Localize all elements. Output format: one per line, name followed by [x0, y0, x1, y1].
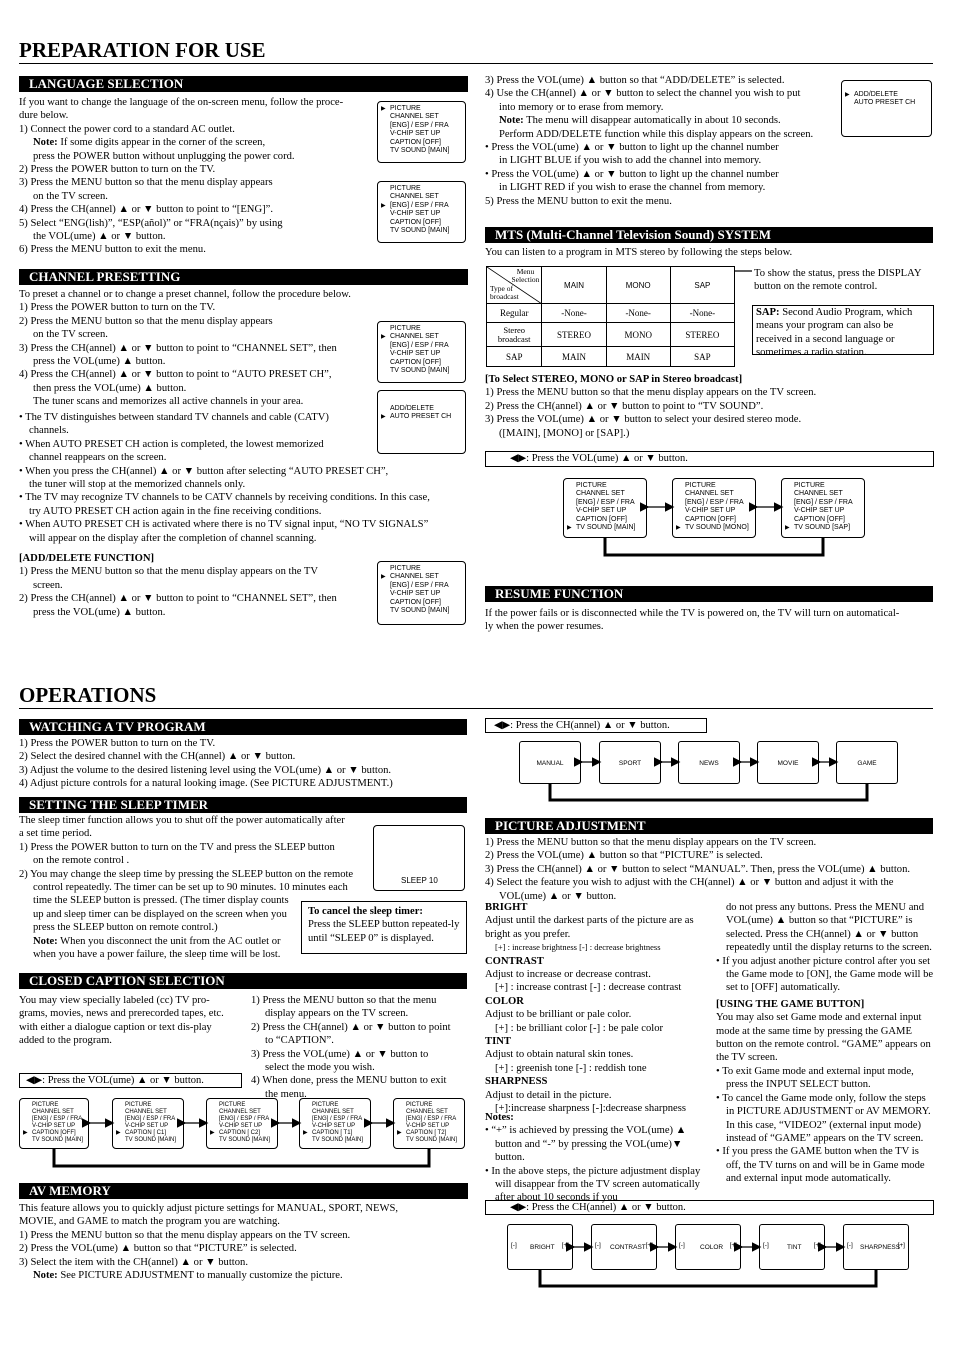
- picture-item-color: [-] COLOR [+]: [675, 1224, 741, 1270]
- menu-screen-cc-c1: PICTURE CHANNEL SET [ENG] / ESP / FRA V-CHIP SET UP ▶ CAPTION [ C1] TV SOUND [MAIN]: [112, 1098, 184, 1149]
- av-mode-news: NEWS: [678, 741, 740, 784]
- mts-select-text: [To Select STEREO, MONO or SAP in Stereo broadcast] 1) Press the MENU button so that the menu display appears on the TV screen. 2) Press the CH(annel) ▲ or ▼ button to point to “TV SOUND”. 3) Press the VOL(ume) ▲ or ▼ button to select your desired stereo mode. ([MAIN], [MONO] or [SAP].): [485, 374, 817, 439]
- mts-corner-cell: Menu Selection Type of broadcast: [487, 267, 542, 304]
- menu-screen-channel-3: PICTURE ▶ CHANNEL SET [ENG] / ESP / FRA V-CHIP SET UP CAPTION [OFF] TV SOUND [MAIN]: [377, 561, 466, 625]
- menu-screen-mts-mono: PICTURE CHANNEL SET [ENG] / ESP / FRA V-CHIP SET UP CAPTION [OFF] ▶ TV SOUND [MONO]: [672, 478, 756, 538]
- mts-status-note: To show the status, press the DISPLAY button on the remote control.: [754, 268, 922, 293]
- picture-notes-cont: do not press any buttons. Press the MENU and VOL(ume) ▲ button so that “PICTURE” is selected. Press the CH(annel) ▲ or ▼ button repeatedly until the display returns to the screen. • If you adjust another picture control after you set the Game mode to [ON], the Game mode will be set to [OFF] automatically. [USING THE GAME BUTTON] You may also set Game mode and external input mode at the same time by pressing the GAME button on the remote control. “GAME” appears on the TV screen. • To exit Game mode and external input mode, press the INPUT SELECT button. • To cancel the Game mode only, follow the steps in PICTURE ADJUSTMENT or AV MEMORY. In this case, “VIDEO2” (external input mode) instead of “GAME” appears on the TV screen. • If you press the GAME button when the TV is off, the TV turns on and will be in Game mode and external input mode automatically.: [716, 902, 934, 1185]
- language-text: If you want to change the language of the on-screen menu, follow the proce- dure below. 1) Connect the power cord to a standard AC outlet. Note: If some digits appear in the corner of the screen, press the POWER button without unplugging the power cord. 2) Press the POWER button to turn on the TV. 3) Press the MENU button so that the menu display appears on the TV screen. 4) Press the CH(annel) ▲ or ▼ button to point to “[ENG]”. 5) Select “ENG(lish)”, “ESP(añol)” or “FRA(nçais)” by using the VOL(ume) ▲ or ▼ button. 6) Press the MENU button to exit the menu.: [19, 97, 344, 256]
- menu-screen-cc-t1: PICTURE CHANNEL SET [ENG] / ESP / FRA V-CHIP SET UP ▶ CAPTION [ T1] TV SOUND [MAIN]: [299, 1098, 371, 1149]
- mts-intro: You can listen to a program in MTS stereo by following the steps below.: [485, 247, 793, 258]
- cc-nav-hint: ◀▶: Press the VOL(ume) ▲ or ▼ button.: [19, 1073, 242, 1088]
- picture-steps: 1) Press the MENU button so that the menu display appears on the TV screen. 2) Press the VOL(ume) ▲ button so that “PICTURE” is selected. 3) Press the CH(annel) ▲ or ▼ button to select “MANUAL”. Then, press the VOL(ume) ▲ button. 4) Select the feature you wish to adjust with the CH(annel) ▲ or ▼ button and adjust it with the VOL(ume) ▲ or ▼ button.: [485, 837, 911, 902]
- section-header-watching: WATCHING A TV PROGRAM: [19, 719, 467, 735]
- section-header-av: AV MEMORY: [19, 1183, 468, 1199]
- sleep-text: The sleep timer function allows you to shut off the power automatically after a set time period. 1) Press the POWER button to turn on the TV and press the SLEEP button on the remote control . 2) You may change the sleep time by pressing the SLEEP button on the remote control repeatedly. The timer can be set up to 90 minutes. 10 minutes each time the SLEEP button is pressed. (The timer display counts up and sleep timer can be displayed on the screen when you press the SLEEP button on remote control.) Note: When you disconnect the unit from the AC outlet or when you have a power failure, the sleep time will be lost.: [19, 815, 354, 961]
- add-delete-text-cont: 3) Press the VOL(ume) ▲ button so that “ADD/DELETE” is selected. 4) Use the CH(annel) ▲ or ▼ button to select the channel you wish to put into memory or to erase from memory. Note: The menu will disappear automatically in about 10 seconds. Perform ADD/DELETE function while this display appears on the screen. • Press the VOL(ume) ▲ or ▼ button to light up the channel number in LIGHT BLUE if you wish to add the channel into memory. • Press the VOL(ume) ▲ or ▼ button to light up the channel number in LIGHT RED if you wish to erase the channel from memory. 5) Press the MENU button to exit the menu.: [485, 75, 814, 207]
- section-header-mts: MTS (Multi-Channel Television Sound) SYSTEM: [485, 227, 933, 243]
- page-title: PREPARATION FOR USE: [19, 38, 266, 62]
- mts-nav-hint: ◀▶: Press the VOL(ume) ▲ or ▼ button.: [485, 451, 934, 467]
- section-header-language: LANGUAGE SELECTION: [19, 76, 468, 92]
- picture-nav-hint: ◀▶: Press the CH(annel) ▲ or ▼ button.: [485, 1200, 934, 1215]
- menu-screen-mts-sap: PICTURE CHANNEL SET [ENG] / ESP / FRA V-CHIP SET UP CAPTION [OFF] ▶ TV SOUND [SAP]: [781, 478, 865, 538]
- add-delete-text: [ADD/DELETE FUNCTION] 1) Press the MENU button so that the menu display appears on the TV screen. 2) Press the CH(annel) ▲ or ▼ button to point to “CHANNEL SET”, then press the VOL(ume) ▲ button.: [19, 553, 337, 618]
- resume-text: If the power fails or is disconnected while the TV is powered on, the TV will turn on automatical- ly when the power resumes.: [485, 608, 900, 633]
- menu-screen-sleep: SLEEP 10: [373, 825, 465, 891]
- menu-screen-mts-main: PICTURE CHANNEL SET [ENG] / ESP / FRA V-CHIP SET UP CAPTION [OFF] ▶ TV SOUND [MAIN]: [563, 478, 647, 538]
- av-text: This feature allows you to quickly adjust picture settings for MANUAL, SPORT, NEWS, MOVIE, and GAME to match the program you are watching. 1) Press the MENU button so that the menu display appears on the TV screen. 2) Press the VOL(ume) ▲ button so that “PICTURE” is selected. 3) Select the item with the CH(annel) ▲ or ▼ button. Note: See PICTURE ADJUSTMENT to manually customize the picture.: [19, 1203, 399, 1282]
- mts-table: Menu Selection Type of broadcast MAIN MONO SAP Regular -None- -None- -None- Stereo broadcast STEREO MONO STEREO SAP MAIN MAIN SAP: [486, 266, 735, 367]
- watching-text: 1) Press the POWER button to turn on the TV. 2) Select the desired channel with the CH(annel) ▲ or ▼ button. 3) Adjust the volume to the desired listening level using the VOL(ume) ▲ or ▼ button. 4) Adjust picture controls for a natural looking image. (See PICTURE ADJUSTMENT.): [19, 738, 393, 790]
- sleep-cancel-box: To cancel the sleep timer: Press the SLEEP button repeated-ly until “SLEEP 0” is displayed.: [301, 901, 467, 954]
- av-mode-movie: MOVIE: [757, 741, 819, 784]
- channel-text-bullets: • The TV distinguishes between standard TV channels and cable (CATV) channels. • When AUTO PRESET CH action is completed, the lowest memorized channel reappears on the screen. • When you press the CH(annel) ▲ or ▼ button after selecting “AUTO PRESET CH”, the tuner will stop at the memorized channels only. • The TV may recognize TV channels to be CATV channels by receiving conditions. In this case, try AUTO PRESET CH action again in the fine receiving conditions. • When AUTO PRESET CH is activated where there is no TV signal input, “NO TV SIGNALS” will appear on the display after the completion of channel scanning.: [19, 412, 430, 544]
- menu-screen-channel-2: ADD/DELETE ▶ AUTO PRESET CH: [377, 390, 466, 454]
- menu-screen-cc-c2: PICTURE CHANNEL SET [ENG] / ESP / FRA V-CHIP SET UP ▶ CAPTION [ C2] TV SOUND [MAIN]: [206, 1098, 278, 1149]
- section-header-resume: RESUME FUNCTION: [485, 586, 933, 602]
- mts-sap-note: SAP: Second Audio Program, which means your program can also be received in a second language or sometimes a radio station.: [752, 305, 934, 355]
- cc-steps: 1) Press the MENU button so that the menu display appears on the TV screen. 2) Press the CH(annel) ▲ or ▼ button to point to “CAPTION”. 3) Press the VOL(ume) ▲ or ▼ button to select the mode you wish. 4) When done, press the MENU button to exit the menu.: [251, 995, 451, 1100]
- av-nav-hint: ◀▶: Press the CH(annel) ▲ or ▼ button.: [485, 718, 707, 733]
- av-mode-game: GAME: [836, 741, 898, 784]
- operations-title: OPERATIONS: [19, 683, 157, 707]
- menu-screen-add-delete: ▶ ADD/DELETE AUTO PRESET CH: [841, 80, 932, 137]
- av-mode-sport: SPORT: [599, 741, 661, 784]
- channel-text-steps: To preset a channel or to change a preset channel, follow the procedure below. 1) Press the POWER button to turn on the TV. 2) Press the MENU button so that the menu display appears on the TV screen. 3) Press the CH(annel) ▲ or ▼ button to point to “CHANNEL SET”, then press the VOL(ume) ▲ button. 4) Press the CH(annel) ▲ or ▼ button to point to “AUTO PRESET CH”, then press the VOL(ume) ▲ button. The tuner scans and memorizes all active channels in your area.: [19, 289, 351, 408]
- menu-screen-language-1: ▶ PICTURE CHANNEL SET [ENG] / ESP / FRA V-CHIP SET UP CAPTION [OFF] TV SOUND [MAIN]: [377, 101, 466, 163]
- section-header-picture: PICTURE ADJUSTMENT: [485, 818, 933, 834]
- picture-item-bright: [-] BRIGHT [+]: [507, 1224, 573, 1270]
- cc-intro: You may view specially labeled (cc) TV pro-grams, movies, news and prerecorded tapes, etc. with either a dialogue caption or text dis-play added to the program.: [19, 995, 224, 1047]
- picture-item-tint: [-] TINT [+]: [759, 1224, 825, 1270]
- section-header-channel: CHANNEL PRESETTING: [19, 269, 468, 285]
- picture-features: BRIGHT Adjust until the darkest parts of the picture are as bright as you prefer. [+] : increase brightness [-] : decrease brightness CONTRAST Adjust to increase or decrease contrast. [+] : increase contrast [-] : decrease contrast COLOR Adjust to be brilliant or pale color. [+] : be brilliant color [-] : be pale color TINT Adjust to obtain natural skin tones. [+] : greenish tone [-] : reddish tone SHARPNESS Adjust to detail in the picture. [+]:increase sharpness [-]:decrease sharpness: [485, 902, 694, 1115]
- section-header-sleep: SETTING THE SLEEP TIMER: [19, 797, 467, 813]
- menu-screen-language-2: PICTURE CHANNEL SET ▶ [ENG] / ESP / FRA V-CHIP SET UP CAPTION [OFF] TV SOUND [MAIN]: [377, 181, 466, 243]
- menu-screen-cc-off: PICTURE CHANNEL SET [ENG] / ESP / FRA V-CHIP SET UP ▶ CAPTION [OFF] TV SOUND [MAIN]: [19, 1098, 89, 1149]
- section-header-cc: CLOSED CAPTION SELECTION: [19, 973, 467, 989]
- picture-item-sharpness: [-] SHARPNESS [+]: [843, 1224, 909, 1270]
- picture-notes: Notes: • “+” is achieved by pressing the VOL(ume) ▲ button and “-” by pressing the VOL(ume)▼ button. • In the above steps, the picture adjustment display will disappear from the TV screen automatically after about 10 seconds if you: [485, 1112, 701, 1204]
- menu-screen-cc-t2: PICTURE CHANNEL SET [ENG] / ESP / FRA V-CHIP SET UP ▶ CAPTION [ T2] TV SOUND [MAIN]: [393, 1098, 465, 1149]
- menu-screen-channel-1: PICTURE ▶ CHANNEL SET [ENG] / ESP / FRA V-CHIP SET UP CAPTION [OFF] TV SOUND [MAIN]: [377, 321, 466, 383]
- picture-item-contrast: [-] CONTRAST [+]: [591, 1224, 657, 1270]
- av-mode-manual: MANUAL: [519, 741, 581, 784]
